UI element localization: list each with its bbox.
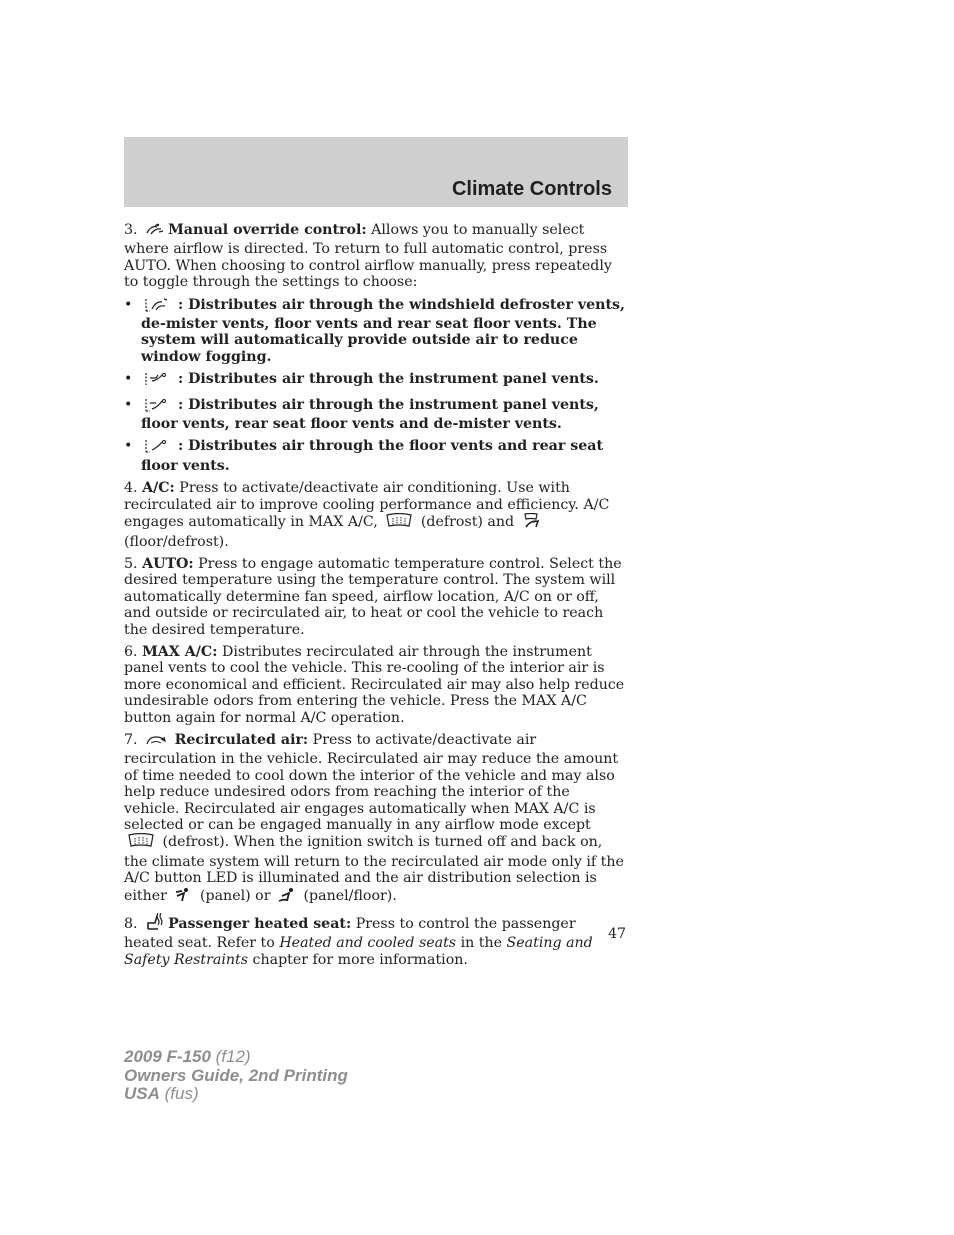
item-manual-override: 3. Manual override control: Allows you to manually select where airflow is directed. To return to full automatic control, press AUTO. When choosing to control airflow manually, press repeatedly to toggle through the settings to choose: <box>124 222 612 291</box>
defrost-icon <box>127 833 155 853</box>
footer-line-model: 2009 F-150 (f12) <box>124 1047 251 1066</box>
bullet-panel: • : Distributes air through the instrument panel vents. <box>124 371 628 390</box>
defrost-icon <box>385 513 413 533</box>
page-content <box>124 222 628 974</box>
bullet-floor: • : Distributes air through the floor vents and rear seat floor vents. <box>124 438 604 474</box>
item-label: MAX A/C: <box>142 643 218 660</box>
bullet-floor-defrost: • : Distributes air through the windshield defroster vents, de-mister vents, floor vents and rear seat floor vents. The system will automatically provide outside air to reduce window fogging. <box>124 296 625 365</box>
floor-vent-icon <box>144 439 170 457</box>
item-recirculated-air: 7. Recirculated air: Press to activate/deactivate air recirculation in the vehicle. Recirculated air may reduce the amount of time needed to cool down the interior of the vehicle and may also help reduce undesired odors from reaching the interior of the vehicle. Recirculated air engages automatically when MAX A/C is selected or can be engaged manually in any airflow mode except (defrost). When the ignition switch is turned off and back on, the climate system will return to the recirculated air mode only if the A/C button LED is illuminated and the air distribution selection is either (panel) or (panel/floor). <box>124 732 628 907</box>
panel-floor-vent-icon <box>144 398 170 416</box>
document-footer <box>124 1048 348 1104</box>
bullet-panel-floor: • : Distributes air through the instrument panel vents, floor vents, rear seat floor vents and de-mister vents. <box>124 396 599 433</box>
item-ac: 4. A/C: Press to activate/deactivate air conditioning. Use with recirculated air to improve cooling performance and efficiency. A/C engages automatically in MAX A/C, (defrost) and (floor/defrost). <box>124 480 610 550</box>
section-title: Climate Controls <box>451 178 612 200</box>
footer-line-guide: Owners Guide, 2nd Printing <box>124 1065 348 1085</box>
floor-defrost-vent-icon <box>144 298 170 316</box>
reference-link: Seating and Safety Restraints <box>124 935 593 968</box>
manual-override-icon <box>145 223 165 241</box>
panel-icon <box>174 887 192 907</box>
item-label: Passenger heated seat: <box>168 916 352 933</box>
recirculation-icon <box>145 735 167 751</box>
item-label: AUTO: <box>142 555 194 572</box>
item-max-ac: 6. MAX A/C: Distributes recirculated air through the instrument panel vents to cool the vehicle. This re-cooling of the interior air is more economical and efficient. Recirculated air may also help reduce undesirable odors from entering the vehicle. Press the MAX A/C button again for normal A/C operation. <box>124 643 625 726</box>
heated-seat-icon <box>145 913 165 935</box>
panel-vent-icon <box>144 372 170 390</box>
reference-link: Heated and cooled seats <box>279 935 457 952</box>
section-header <box>124 137 628 207</box>
floor-defrost-icon <box>522 513 542 533</box>
item-auto: 5. AUTO: Press to engage automatic temperature control. Select the desired temperature using the temperature control. The system will automatically determine fan speed, airflow location, A/C on or off, and outside or recirculated air, to heat or cool the vehicle to reach the desired temperature. <box>124 555 622 638</box>
item-label: Recirculated air: <box>174 731 309 748</box>
item-passenger-heated-seat: 8. Passenger heated seat: Press to control the passenger heated seat. Refer to Heated and cooled seats in the Seating and Safety Restraints chapter for more information. <box>124 913 628 968</box>
footer-line-region: USA (fus) <box>124 1084 199 1103</box>
panel-floor-icon <box>278 887 296 907</box>
item-label: A/C: <box>142 480 175 497</box>
item-label: Manual override control: <box>168 222 367 238</box>
page-number: 47 <box>608 926 627 942</box>
